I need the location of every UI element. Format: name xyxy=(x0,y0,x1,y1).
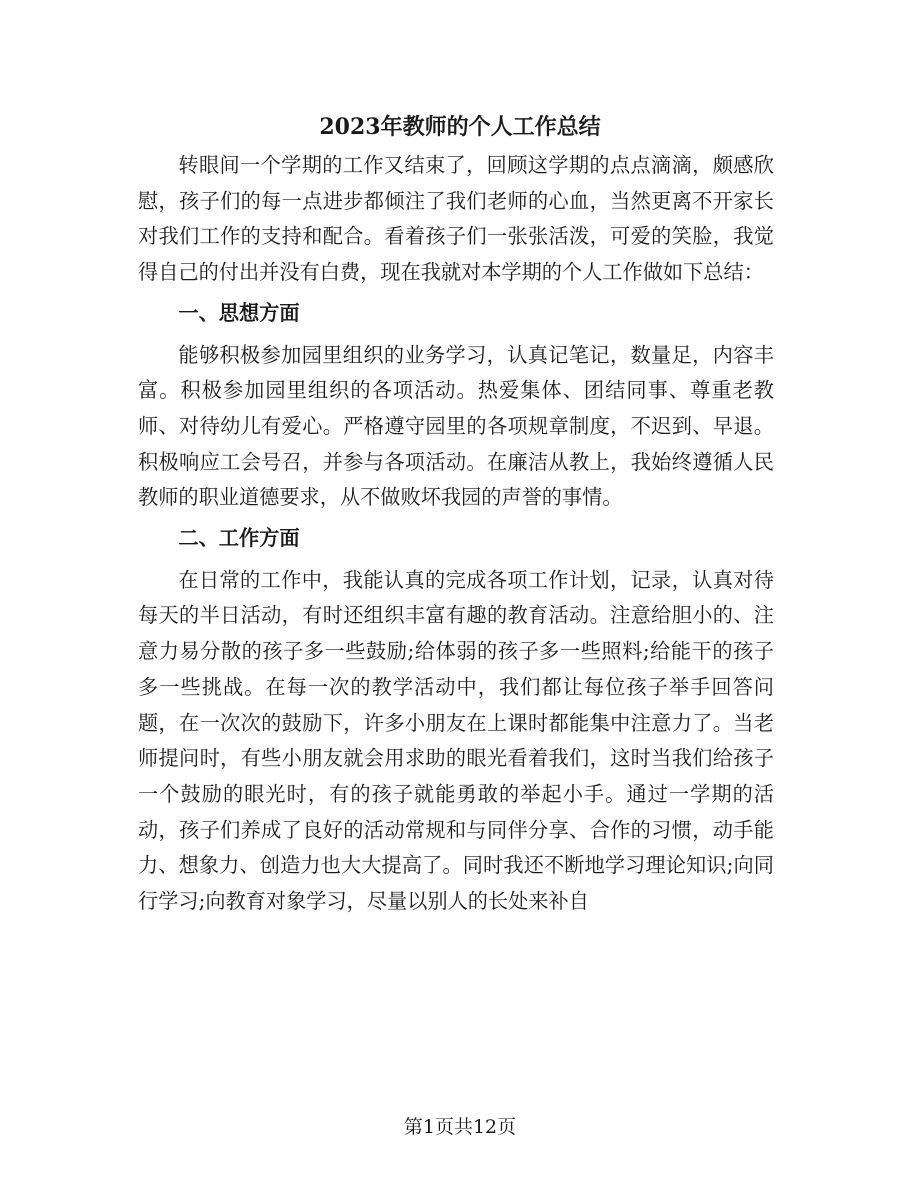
section-heading-work: 二、工作方面 xyxy=(178,526,300,551)
document-title: 2023年教师的个人工作总结 xyxy=(319,114,601,140)
intro-paragraph: 转眼间一个学期的工作又结束了，回顾这学期的点点滴滴，颇感欣慰，孩子们的每一点进步都倾注了我们老师的心血，当然更离不开家长对我们工作的支持和配合。看着孩子们一张张活泼，可爱的笑脸，我觉得自己的付出并没有白费，现在我就对本学期的个人工作做如下总结： xyxy=(138,153,774,285)
section-heading-thought: 一、思想方面 xyxy=(178,300,300,325)
page-number-footer: 第1页共12页 xyxy=(403,1116,517,1138)
document-body xyxy=(138,148,774,920)
section-paragraph-thought: 能够积极参加园里组织的业务学习，认真记笔记，数量足，内容丰富。积极参加园里组织的各项活动。热爱集体、团结同事、尊重老教师、对待幼儿有爱心。严格遵守园里的各项规章制度，不迟到、早退。积极响应工会号召，并参与各项活动。在廉洁从教上，我始终遵循人民教师的职业道德要求，从不做败坏我园的声誉的事情。 xyxy=(138,342,774,510)
section-paragraph-work: 在日常的工作中，我能认真的完成各项工作计划，记录，认真对待每天的半日活动，有时还组织丰富有趣的教育活动。注意给胆小的、注意力易分散的孩子多一些鼓励;给体弱的孩子多一些照料;给能干的孩子多一些挑战。在每一次的教学活动中，我们都让每位孩子举手回答问题，在一次次的鼓励下，许多小朋友在上课时都能集中注意力了。当老师提问时，有些小朋友就会用求助的眼光看着我们，这时当我们给孩子一个鼓励的眼光时，有的孩子就能勇敢的举起小手。通过一学期的活动，孩子们养成了良好的活动常规和与同伴分享、合作的习惯，动手能力、想象力、创造力也大大提高了。同时我还不断地学习理论知识;向同行学习;向教育对象学习，尽量以别人的长处来补自 xyxy=(138,567,774,914)
